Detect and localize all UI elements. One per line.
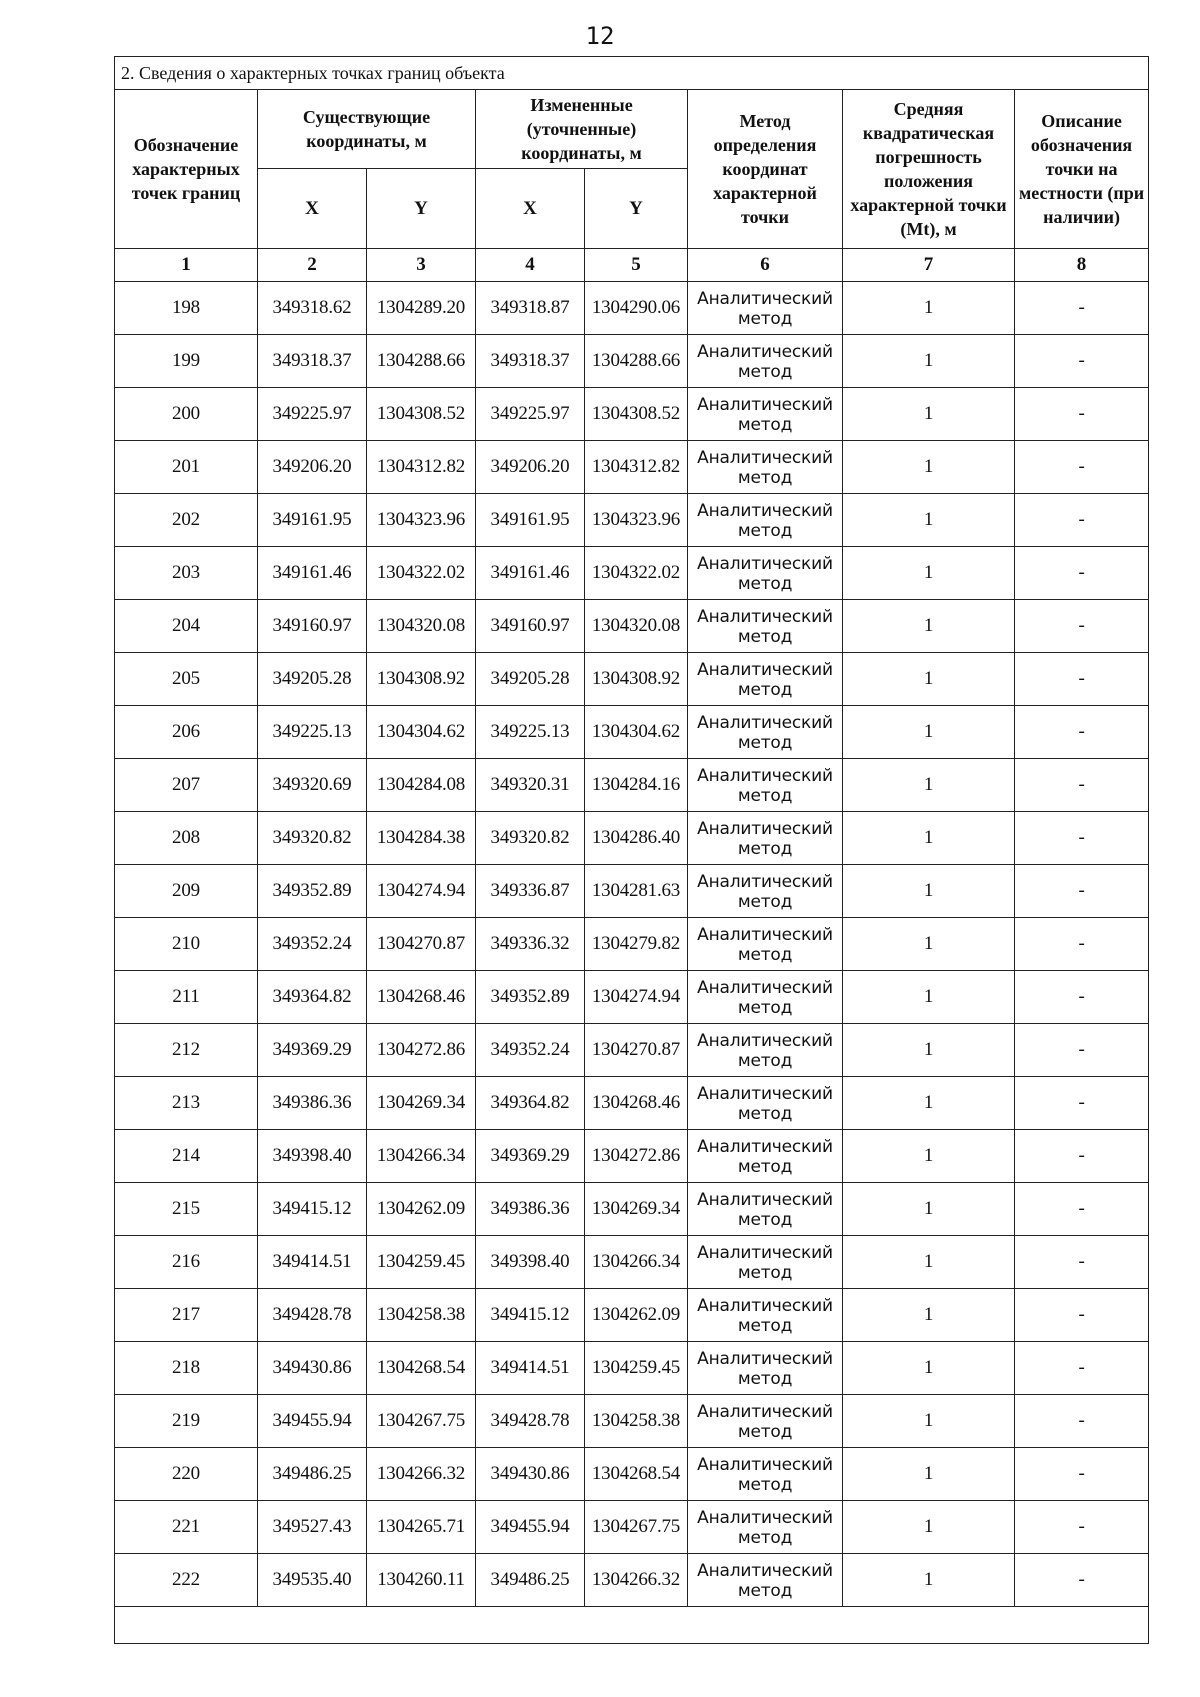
point-id-cell: 204 bbox=[115, 600, 258, 653]
existing-x-cell: 349386.36 bbox=[258, 1077, 367, 1130]
error-cell: 1 bbox=[843, 441, 1015, 494]
error-cell: 1 bbox=[843, 653, 1015, 706]
existing-x-cell: 349364.82 bbox=[258, 971, 367, 1024]
description-cell: - bbox=[1015, 1395, 1149, 1448]
existing-y-cell: 1304268.46 bbox=[367, 971, 476, 1024]
changed-x-cell: 349160.97 bbox=[476, 600, 585, 653]
error-cell: 1 bbox=[843, 600, 1015, 653]
column-number: 4 bbox=[476, 249, 585, 282]
point-id-cell: 212 bbox=[115, 1024, 258, 1077]
table-row bbox=[115, 1395, 1149, 1448]
changed-x-cell: 349414.51 bbox=[476, 1342, 585, 1395]
error-cell: 1 bbox=[843, 494, 1015, 547]
existing-x-cell: 349369.29 bbox=[258, 1024, 367, 1077]
changed-x-cell: 349386.36 bbox=[476, 1183, 585, 1236]
existing-y-cell: 1304269.34 bbox=[367, 1077, 476, 1130]
existing-y-cell: 1304267.75 bbox=[367, 1395, 476, 1448]
error-cell: 1 bbox=[843, 1289, 1015, 1342]
header-y-existing: Y bbox=[367, 169, 476, 249]
existing-x-cell: 349352.24 bbox=[258, 918, 367, 971]
changed-y-cell: 1304286.40 bbox=[585, 812, 688, 865]
existing-y-cell: 1304308.92 bbox=[367, 653, 476, 706]
column-number: 8 bbox=[1015, 249, 1149, 282]
changed-y-cell: 1304281.63 bbox=[585, 865, 688, 918]
changed-x-cell: 349352.89 bbox=[476, 971, 585, 1024]
method-cell: Аналитический метод bbox=[688, 335, 843, 388]
table-row bbox=[115, 1236, 1149, 1289]
existing-x-cell: 349318.37 bbox=[258, 335, 367, 388]
changed-x-cell: 349318.37 bbox=[476, 335, 585, 388]
error-cell: 1 bbox=[843, 865, 1015, 918]
existing-y-cell: 1304258.38 bbox=[367, 1289, 476, 1342]
description-cell: - bbox=[1015, 971, 1149, 1024]
changed-x-cell: 349428.78 bbox=[476, 1395, 585, 1448]
method-cell: Аналитический метод bbox=[688, 600, 843, 653]
existing-y-cell: 1304262.09 bbox=[367, 1183, 476, 1236]
point-id-cell: 214 bbox=[115, 1130, 258, 1183]
existing-y-cell: 1304323.96 bbox=[367, 494, 476, 547]
changed-y-cell: 1304274.94 bbox=[585, 971, 688, 1024]
existing-y-cell: 1304312.82 bbox=[367, 441, 476, 494]
existing-x-cell: 349414.51 bbox=[258, 1236, 367, 1289]
changed-x-cell: 349206.20 bbox=[476, 441, 585, 494]
error-cell: 1 bbox=[843, 1183, 1015, 1236]
table-row bbox=[115, 282, 1149, 335]
table-row bbox=[115, 547, 1149, 600]
existing-y-cell: 1304265.71 bbox=[367, 1501, 476, 1554]
method-cell: Аналитический метод bbox=[688, 971, 843, 1024]
existing-y-cell: 1304260.11 bbox=[367, 1554, 476, 1607]
changed-y-cell: 1304308.52 bbox=[585, 388, 688, 441]
changed-x-cell: 349161.46 bbox=[476, 547, 585, 600]
existing-y-cell: 1304322.02 bbox=[367, 547, 476, 600]
empty-cell bbox=[115, 1607, 1149, 1644]
column-number: 7 bbox=[843, 249, 1015, 282]
column-number-row bbox=[115, 249, 1149, 282]
changed-x-cell: 349205.28 bbox=[476, 653, 585, 706]
table-row bbox=[115, 971, 1149, 1024]
header-x-changed: X bbox=[476, 169, 585, 249]
changed-y-cell: 1304288.66 bbox=[585, 335, 688, 388]
header-row bbox=[115, 90, 1149, 169]
existing-x-cell: 349430.86 bbox=[258, 1342, 367, 1395]
table-row bbox=[115, 1183, 1149, 1236]
method-cell: Аналитический метод bbox=[688, 1501, 843, 1554]
table-row bbox=[115, 812, 1149, 865]
point-id-cell: 215 bbox=[115, 1183, 258, 1236]
error-cell: 1 bbox=[843, 1024, 1015, 1077]
method-cell: Аналитический метод bbox=[688, 388, 843, 441]
table-row bbox=[115, 1289, 1149, 1342]
table-row bbox=[115, 335, 1149, 388]
method-cell: Аналитический метод bbox=[688, 1342, 843, 1395]
table-row bbox=[115, 1024, 1149, 1077]
changed-y-cell: 1304272.86 bbox=[585, 1130, 688, 1183]
method-cell: Аналитический метод bbox=[688, 282, 843, 335]
method-cell: Аналитический метод bbox=[688, 759, 843, 812]
changed-x-cell: 349369.29 bbox=[476, 1130, 585, 1183]
error-cell: 1 bbox=[843, 812, 1015, 865]
changed-y-cell: 1304279.82 bbox=[585, 918, 688, 971]
description-cell: - bbox=[1015, 1236, 1149, 1289]
error-cell: 1 bbox=[843, 335, 1015, 388]
point-id-cell: 209 bbox=[115, 865, 258, 918]
existing-y-cell: 1304272.86 bbox=[367, 1024, 476, 1077]
error-cell: 1 bbox=[843, 706, 1015, 759]
method-cell: Аналитический метод bbox=[688, 547, 843, 600]
method-cell: Аналитический метод bbox=[688, 1077, 843, 1130]
header-x-existing: X bbox=[258, 169, 367, 249]
description-cell: - bbox=[1015, 653, 1149, 706]
changed-y-cell: 1304259.45 bbox=[585, 1342, 688, 1395]
changed-y-cell: 1304266.34 bbox=[585, 1236, 688, 1289]
point-id-cell: 202 bbox=[115, 494, 258, 547]
existing-y-cell: 1304308.52 bbox=[367, 388, 476, 441]
point-id-cell: 217 bbox=[115, 1289, 258, 1342]
existing-x-cell: 349535.40 bbox=[258, 1554, 367, 1607]
header-y-changed: Y bbox=[585, 169, 688, 249]
point-id-cell: 221 bbox=[115, 1501, 258, 1554]
existing-y-cell: 1304266.32 bbox=[367, 1448, 476, 1501]
table-row bbox=[115, 494, 1149, 547]
method-cell: Аналитический метод bbox=[688, 865, 843, 918]
table-row bbox=[115, 1342, 1149, 1395]
description-cell: - bbox=[1015, 494, 1149, 547]
point-id-cell: 210 bbox=[115, 918, 258, 971]
method-cell: Аналитический метод bbox=[688, 1183, 843, 1236]
error-cell: 1 bbox=[843, 759, 1015, 812]
section-title: 2. Сведения о характерных точках границ объекта bbox=[115, 57, 1149, 90]
existing-x-cell: 349205.28 bbox=[258, 653, 367, 706]
changed-y-cell: 1304284.16 bbox=[585, 759, 688, 812]
existing-x-cell: 349225.13 bbox=[258, 706, 367, 759]
point-id-cell: 220 bbox=[115, 1448, 258, 1501]
point-id-cell: 219 bbox=[115, 1395, 258, 1448]
changed-x-cell: 349318.87 bbox=[476, 282, 585, 335]
description-cell: - bbox=[1015, 547, 1149, 600]
existing-y-cell: 1304288.66 bbox=[367, 335, 476, 388]
point-id-cell: 211 bbox=[115, 971, 258, 1024]
existing-x-cell: 349455.94 bbox=[258, 1395, 367, 1448]
point-id-cell: 208 bbox=[115, 812, 258, 865]
method-cell: Аналитический метод bbox=[688, 441, 843, 494]
table-row bbox=[115, 865, 1149, 918]
error-cell: 1 bbox=[843, 1342, 1015, 1395]
existing-y-cell: 1304304.62 bbox=[367, 706, 476, 759]
existing-x-cell: 349161.95 bbox=[258, 494, 367, 547]
existing-x-cell: 349486.25 bbox=[258, 1448, 367, 1501]
point-id-cell: 207 bbox=[115, 759, 258, 812]
changed-y-cell: 1304320.08 bbox=[585, 600, 688, 653]
table-row bbox=[115, 600, 1149, 653]
error-cell: 1 bbox=[843, 1501, 1015, 1554]
error-cell: 1 bbox=[843, 1236, 1015, 1289]
column-number: 5 bbox=[585, 249, 688, 282]
table-row bbox=[115, 1501, 1149, 1554]
changed-y-cell: 1304270.87 bbox=[585, 1024, 688, 1077]
existing-y-cell: 1304259.45 bbox=[367, 1236, 476, 1289]
existing-y-cell: 1304268.54 bbox=[367, 1342, 476, 1395]
existing-x-cell: 349320.82 bbox=[258, 812, 367, 865]
error-cell: 1 bbox=[843, 1395, 1015, 1448]
method-cell: Аналитический метод bbox=[688, 494, 843, 547]
header-error: Средняя квадратическая погрешность положения характерной точки (Mt), м bbox=[843, 90, 1015, 249]
method-cell: Аналитический метод bbox=[688, 1289, 843, 1342]
header-designation: Обозначение характерных точек границ bbox=[115, 90, 258, 249]
existing-x-cell: 349398.40 bbox=[258, 1130, 367, 1183]
changed-y-cell: 1304304.62 bbox=[585, 706, 688, 759]
description-cell: - bbox=[1015, 1130, 1149, 1183]
error-cell: 1 bbox=[843, 971, 1015, 1024]
changed-y-cell: 1304258.38 bbox=[585, 1395, 688, 1448]
table-row bbox=[115, 1130, 1149, 1183]
description-cell: - bbox=[1015, 1183, 1149, 1236]
method-cell: Аналитический метод bbox=[688, 1024, 843, 1077]
header-description: Описание обозначения точки на местности (при наличии) bbox=[1015, 90, 1149, 249]
point-id-cell: 205 bbox=[115, 653, 258, 706]
changed-y-cell: 1304308.92 bbox=[585, 653, 688, 706]
error-cell: 1 bbox=[843, 1554, 1015, 1607]
column-number: 1 bbox=[115, 249, 258, 282]
method-cell: Аналитический метод bbox=[688, 1130, 843, 1183]
error-cell: 1 bbox=[843, 1448, 1015, 1501]
changed-x-cell: 349225.97 bbox=[476, 388, 585, 441]
changed-x-cell: 349320.82 bbox=[476, 812, 585, 865]
description-cell: - bbox=[1015, 706, 1149, 759]
table-row bbox=[115, 441, 1149, 494]
changed-x-cell: 349364.82 bbox=[476, 1077, 585, 1130]
description-cell: - bbox=[1015, 1289, 1149, 1342]
existing-y-cell: 1304284.08 bbox=[367, 759, 476, 812]
description-cell: - bbox=[1015, 388, 1149, 441]
error-cell: 1 bbox=[843, 1130, 1015, 1183]
changed-y-cell: 1304266.32 bbox=[585, 1554, 688, 1607]
table-row bbox=[115, 1077, 1149, 1130]
changed-y-cell: 1304290.06 bbox=[585, 282, 688, 335]
method-cell: Аналитический метод bbox=[688, 918, 843, 971]
table-row bbox=[115, 653, 1149, 706]
point-id-cell: 206 bbox=[115, 706, 258, 759]
changed-y-cell: 1304268.46 bbox=[585, 1077, 688, 1130]
table-row bbox=[115, 918, 1149, 971]
error-cell: 1 bbox=[843, 388, 1015, 441]
description-cell: - bbox=[1015, 441, 1149, 494]
point-id-cell: 201 bbox=[115, 441, 258, 494]
changed-y-cell: 1304269.34 bbox=[585, 1183, 688, 1236]
description-cell: - bbox=[1015, 1448, 1149, 1501]
changed-y-cell: 1304262.09 bbox=[585, 1289, 688, 1342]
description-cell: - bbox=[1015, 1554, 1149, 1607]
page-number: 12 bbox=[585, 22, 615, 50]
existing-x-cell: 349527.43 bbox=[258, 1501, 367, 1554]
point-id-cell: 222 bbox=[115, 1554, 258, 1607]
changed-y-cell: 1304267.75 bbox=[585, 1501, 688, 1554]
existing-y-cell: 1304289.20 bbox=[367, 282, 476, 335]
existing-y-cell: 1304274.94 bbox=[367, 865, 476, 918]
changed-x-cell: 349161.95 bbox=[476, 494, 585, 547]
header-existing-coordinates: Существующие координаты, м bbox=[258, 90, 476, 169]
boundary-points-table bbox=[114, 56, 1149, 1644]
existing-x-cell: 349318.62 bbox=[258, 282, 367, 335]
table-row bbox=[115, 388, 1149, 441]
changed-x-cell: 349336.32 bbox=[476, 918, 585, 971]
description-cell: - bbox=[1015, 600, 1149, 653]
existing-y-cell: 1304320.08 bbox=[367, 600, 476, 653]
error-cell: 1 bbox=[843, 282, 1015, 335]
description-cell: - bbox=[1015, 282, 1149, 335]
table-row bbox=[115, 706, 1149, 759]
point-id-cell: 198 bbox=[115, 282, 258, 335]
changed-x-cell: 349336.87 bbox=[476, 865, 585, 918]
existing-x-cell: 349415.12 bbox=[258, 1183, 367, 1236]
point-id-cell: 213 bbox=[115, 1077, 258, 1130]
section-title-row bbox=[115, 57, 1149, 90]
changed-x-cell: 349352.24 bbox=[476, 1024, 585, 1077]
empty-row bbox=[115, 1607, 1149, 1644]
description-cell: - bbox=[1015, 1342, 1149, 1395]
method-cell: Аналитический метод bbox=[688, 1554, 843, 1607]
table-row bbox=[115, 759, 1149, 812]
point-id-cell: 216 bbox=[115, 1236, 258, 1289]
existing-x-cell: 349428.78 bbox=[258, 1289, 367, 1342]
column-number: 3 bbox=[367, 249, 476, 282]
error-cell: 1 bbox=[843, 918, 1015, 971]
method-cell: Аналитический метод bbox=[688, 1448, 843, 1501]
description-cell: - bbox=[1015, 918, 1149, 971]
method-cell: Аналитический метод bbox=[688, 1236, 843, 1289]
column-number: 2 bbox=[258, 249, 367, 282]
error-cell: 1 bbox=[843, 1077, 1015, 1130]
table-row bbox=[115, 1554, 1149, 1607]
existing-x-cell: 349161.46 bbox=[258, 547, 367, 600]
point-id-cell: 203 bbox=[115, 547, 258, 600]
description-cell: - bbox=[1015, 812, 1149, 865]
method-cell: Аналитический метод bbox=[688, 1395, 843, 1448]
description-cell: - bbox=[1015, 335, 1149, 388]
existing-y-cell: 1304284.38 bbox=[367, 812, 476, 865]
method-cell: Аналитический метод bbox=[688, 706, 843, 759]
changed-x-cell: 349398.40 bbox=[476, 1236, 585, 1289]
changed-y-cell: 1304312.82 bbox=[585, 441, 688, 494]
existing-x-cell: 349160.97 bbox=[258, 600, 367, 653]
changed-x-cell: 349415.12 bbox=[476, 1289, 585, 1342]
changed-y-cell: 1304323.96 bbox=[585, 494, 688, 547]
method-cell: Аналитический метод bbox=[688, 653, 843, 706]
existing-y-cell: 1304270.87 bbox=[367, 918, 476, 971]
existing-x-cell: 349320.69 bbox=[258, 759, 367, 812]
description-cell: - bbox=[1015, 1077, 1149, 1130]
changed-x-cell: 349320.31 bbox=[476, 759, 585, 812]
description-cell: - bbox=[1015, 865, 1149, 918]
existing-x-cell: 349225.97 bbox=[258, 388, 367, 441]
header-method: Метод определения координат характерной точки bbox=[688, 90, 843, 249]
table-row bbox=[115, 1448, 1149, 1501]
error-cell: 1 bbox=[843, 547, 1015, 600]
changed-x-cell: 349486.25 bbox=[476, 1554, 585, 1607]
existing-x-cell: 349352.89 bbox=[258, 865, 367, 918]
changed-y-cell: 1304268.54 bbox=[585, 1448, 688, 1501]
description-cell: - bbox=[1015, 1501, 1149, 1554]
point-id-cell: 200 bbox=[115, 388, 258, 441]
changed-x-cell: 349430.86 bbox=[476, 1448, 585, 1501]
changed-x-cell: 349225.13 bbox=[476, 706, 585, 759]
column-number: 6 bbox=[688, 249, 843, 282]
point-id-cell: 199 bbox=[115, 335, 258, 388]
existing-y-cell: 1304266.34 bbox=[367, 1130, 476, 1183]
method-cell: Аналитический метод bbox=[688, 812, 843, 865]
header-changed-coordinates: Измененные (уточненные) координаты, м bbox=[476, 90, 688, 169]
changed-y-cell: 1304322.02 bbox=[585, 547, 688, 600]
point-id-cell: 218 bbox=[115, 1342, 258, 1395]
existing-x-cell: 349206.20 bbox=[258, 441, 367, 494]
changed-x-cell: 349455.94 bbox=[476, 1501, 585, 1554]
description-cell: - bbox=[1015, 759, 1149, 812]
description-cell: - bbox=[1015, 1024, 1149, 1077]
